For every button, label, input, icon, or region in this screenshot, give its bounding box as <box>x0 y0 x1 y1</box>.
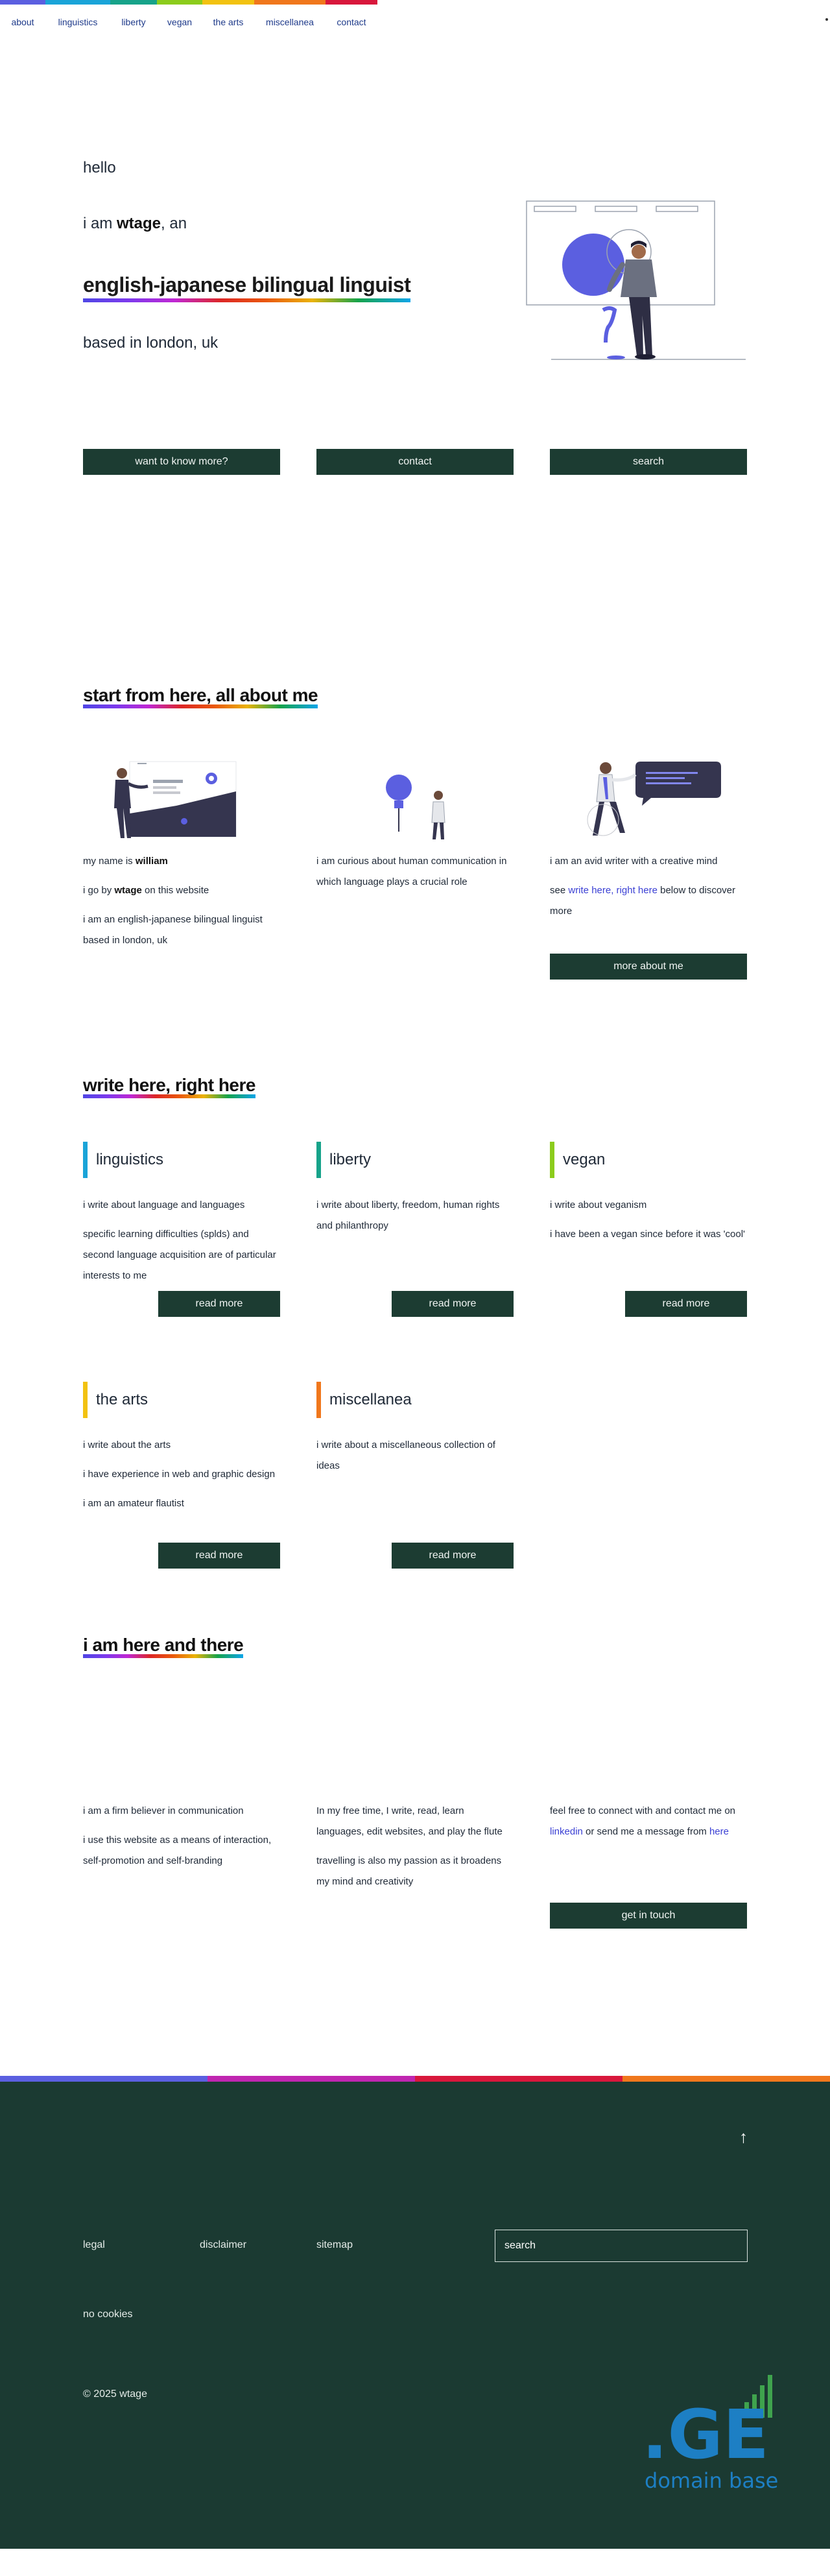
about-col-3 <box>550 851 747 930</box>
write-section <box>0 1018 830 1583</box>
paragraph: travelling is also my passion as it broadens my mind and creativity <box>316 1855 502 1887</box>
nav-bar-linguistics <box>45 0 110 5</box>
read-more-miscellanea-button[interactable]: read more <box>392 1543 514 1569</box>
about-heading-text: start from here, all about me <box>83 685 318 705</box>
category-title-liberty[interactable] <box>316 1142 371 1178</box>
hero-intro-post: , an <box>161 215 187 232</box>
name-bold: william <box>135 856 168 867</box>
nav-label: liberty <box>121 17 146 27</box>
category-title-vegan[interactable] <box>550 1142 605 1178</box>
nav-label: miscellanea <box>266 17 314 27</box>
about-see-line <box>550 880 747 922</box>
menu-dot-icon[interactable] <box>824 14 830 25</box>
paragraph: i am an amateur flautist <box>83 1498 184 1509</box>
presentation-illustration <box>525 200 749 367</box>
read-more-linguistics-button[interactable]: read more <box>158 1291 280 1317</box>
there-col-3 <box>550 1801 747 1851</box>
lightbulb-illustration <box>383 765 454 842</box>
nav-item-vegan[interactable] <box>157 0 202 39</box>
write-heading-text: write here, right here <box>83 1075 255 1095</box>
paragraph: i have been a vegan since before it was 'cool' <box>550 1229 745 1240</box>
category-body-the-arts <box>83 1435 280 1523</box>
here-and-there-section <box>0 1583 830 2076</box>
read-more-the-arts-button[interactable]: read more <box>158 1543 280 1569</box>
hero-intro-pre: i am <box>83 215 117 232</box>
title-text: miscellanea <box>329 1391 412 1408</box>
nav-item-the-arts[interactable] <box>202 0 254 39</box>
accent-bar <box>316 1382 321 1418</box>
copyright: © 2025 wtage <box>83 2389 147 2400</box>
footer-bar-segment <box>208 2076 415 2082</box>
title-text: vegan <box>563 1151 606 1168</box>
more-about-me-button[interactable]: more about me <box>550 954 747 980</box>
hero-intro <box>83 215 187 233</box>
category-body-miscellanea <box>316 1435 514 1485</box>
category-body-vegan <box>550 1195 747 1253</box>
logo-sub: domain base <box>645 2468 778 2493</box>
about-name-line <box>83 851 280 872</box>
nav-item-liberty[interactable] <box>110 0 157 39</box>
nav-label: linguistics <box>58 17 98 27</box>
paragraph: In my free time, I write, read, learn languages, edit websites, and play the flute <box>316 1805 503 1837</box>
there-col-1 <box>83 1801 280 1880</box>
contact-line <box>550 1801 747 1842</box>
contact-button[interactable]: contact <box>316 449 514 475</box>
about-col-1 <box>83 851 280 959</box>
paragraph: i am a firm believer in communication <box>83 1805 244 1816</box>
nav-bar-liberty <box>110 0 157 5</box>
about-curiosity-line: i am curious about human communication in which language plays a crucial role <box>316 856 507 887</box>
here-link[interactable]: here <box>709 1826 729 1837</box>
about-heading <box>83 685 318 708</box>
write-heading <box>83 1075 255 1098</box>
text: i go by <box>83 885 115 896</box>
accent-bar <box>83 1382 88 1418</box>
write-here-link[interactable]: write here, right here <box>568 885 658 896</box>
title-text: the arts <box>96 1391 148 1408</box>
paragraph: i write about veganism <box>550 1199 647 1210</box>
hero-location: based in london, uk <box>83 334 219 352</box>
text: my name is <box>83 856 136 867</box>
footer-color-bar <box>0 2076 830 2082</box>
paragraph: i write about liberty, freedom, human rights and philanthropy <box>316 1199 500 1231</box>
dashboard-illustration <box>114 760 237 841</box>
category-body-linguistics <box>83 1195 280 1295</box>
nav-item-linguistics[interactable] <box>45 0 110 39</box>
hero-section <box>0 39 830 623</box>
category-title-the-arts[interactable] <box>83 1382 148 1418</box>
read-more-liberty-button[interactable]: read more <box>392 1291 514 1317</box>
paragraph: i write about the arts <box>83 1439 171 1451</box>
paragraph: i write about language and languages <box>83 1199 245 1210</box>
nav-bar-about <box>0 0 45 5</box>
hero-name: wtage <box>117 215 161 232</box>
nav-bar-the-arts <box>202 0 254 5</box>
read-more-vegan-button[interactable]: read more <box>625 1291 747 1317</box>
footer-bar-segment <box>622 2076 830 2082</box>
back-to-top-arrow-icon[interactable]: ↑ <box>739 2127 748 2147</box>
footer-link-legal[interactable]: legal <box>83 2239 105 2250</box>
paragraph: i use this website as a means of interaction, self-promotion and self-branding <box>83 1835 272 1866</box>
rainbow-underline <box>83 298 410 302</box>
title-text: linguistics <box>96 1151 164 1168</box>
paragraph: i have experience in web and graphic design <box>83 1469 276 1480</box>
footer-link-sitemap[interactable]: sitemap <box>316 2239 353 2250</box>
footer-link-disclaimer[interactable]: disclaimer <box>200 2239 247 2250</box>
top-nav <box>0 0 830 39</box>
nav-label: vegan <box>167 17 193 27</box>
nav-bar-miscellanea <box>254 0 326 5</box>
footer-link-no-cookies[interactable]: no cookies <box>83 2309 133 2320</box>
text: feel free to connect with and contact me on <box>550 1805 736 1816</box>
hero-title-text: english-japanese bilingual linguist <box>83 273 411 296</box>
title-text: liberty <box>329 1151 372 1168</box>
nav-item-contact[interactable] <box>326 0 377 39</box>
accent-bar <box>83 1142 88 1178</box>
nav-bar-contact <box>326 0 377 5</box>
linkedin-link[interactable]: linkedin <box>550 1826 583 1837</box>
nav-label: about <box>11 17 34 27</box>
text: on this website <box>141 885 209 896</box>
footer <box>0 2082 830 2549</box>
accent-bar <box>550 1142 554 1178</box>
about-section <box>0 623 830 1018</box>
get-in-touch-button[interactable]: get in touch <box>550 1903 747 1929</box>
search-button[interactable]: search <box>550 449 747 475</box>
about-col-2 <box>316 851 514 901</box>
text: below to discover more <box>550 885 735 917</box>
category-title-linguistics[interactable] <box>83 1142 163 1178</box>
category-body-liberty <box>316 1195 514 1245</box>
about-bio-line: i am an english-japanese bilingual linguist based in london, uk <box>83 914 263 946</box>
text: or send me a message from <box>582 1826 709 1837</box>
text: see <box>550 885 569 896</box>
nav-bar-vegan <box>157 0 202 5</box>
about-alias-line <box>83 880 280 901</box>
footer-bar-segment <box>0 2076 208 2082</box>
want-to-know-more-button[interactable]: want to know more? <box>83 449 280 475</box>
domain-base-logo <box>642 2367 778 2497</box>
logo-text: .GE <box>642 2395 769 2474</box>
nav-item-miscellanea[interactable] <box>254 0 326 39</box>
alias-bold: wtage <box>114 885 142 896</box>
nav-label: contact <box>337 17 366 27</box>
there-heading <box>83 1635 243 1658</box>
nav-item-about[interactable] <box>0 0 45 39</box>
accent-bar <box>316 1142 321 1178</box>
about-writer-line: i am an avid writer with a creative mind <box>550 856 718 867</box>
paragraph: specific learning difficulties (splds) and second language acquisition are of particular interests to me <box>83 1229 276 1281</box>
footer-bar-segment <box>415 2076 622 2082</box>
there-col-2 <box>316 1801 514 1901</box>
nav-label: the arts <box>213 17 244 27</box>
category-title-miscellanea[interactable] <box>316 1382 412 1418</box>
hero-greeting: hello <box>83 159 116 176</box>
footer-search-input[interactable]: search <box>495 2230 748 2262</box>
there-heading-text: i am here and there <box>83 1635 244 1655</box>
hero-title <box>83 273 410 302</box>
chat-bubble-illustration <box>577 760 721 841</box>
paragraph: i write about a miscellaneous collection of ideas <box>316 1439 495 1471</box>
